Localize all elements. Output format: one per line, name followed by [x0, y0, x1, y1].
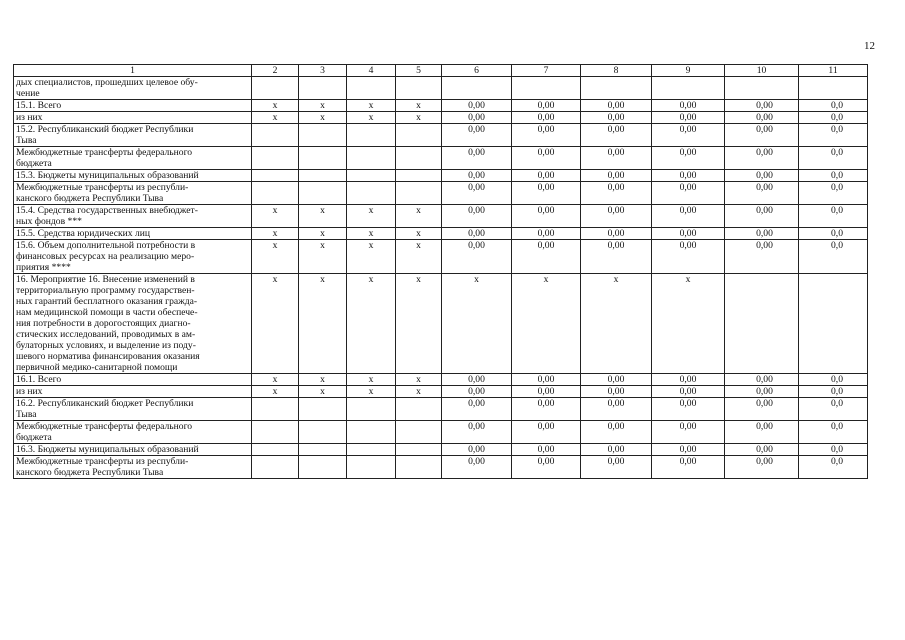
table-cell: х [442, 274, 512, 374]
row-description: 15.3. Бюджеты муниципальных образований [14, 170, 252, 182]
table-cell: 0,00 [442, 112, 512, 124]
table-cell: 0,0 [799, 147, 868, 170]
table-cell [442, 77, 512, 100]
table-cell: 0,0 [799, 444, 868, 456]
table-body [14, 77, 868, 479]
table-cell: 0,00 [442, 374, 512, 386]
table-cell [396, 170, 442, 182]
table-cell: 0,00 [652, 147, 725, 170]
column-header: 10 [725, 65, 799, 77]
table-cell: 0,00 [725, 240, 799, 274]
table-cell: х [347, 228, 396, 240]
header-row [14, 65, 868, 77]
column-header: 2 [252, 65, 299, 77]
row-description: 16.1. Всего [14, 374, 252, 386]
table-cell: 0,00 [581, 205, 652, 228]
table-cell [299, 456, 347, 479]
table-cell [396, 124, 442, 147]
table-cell: 0,00 [512, 182, 581, 205]
table-cell [347, 444, 396, 456]
table-cell: 0,00 [512, 228, 581, 240]
table-cell: 0,00 [442, 386, 512, 398]
table-row [14, 228, 868, 240]
table-cell [299, 421, 347, 444]
table-cell [299, 170, 347, 182]
table-cell: 0,0 [799, 100, 868, 112]
table-cell [252, 444, 299, 456]
table-cell: х [347, 100, 396, 112]
table-cell: 0,00 [581, 100, 652, 112]
table-cell [396, 444, 442, 456]
table-cell: 0,00 [581, 386, 652, 398]
table-cell: х [252, 386, 299, 398]
table-cell: 0,0 [799, 240, 868, 274]
table-cell [396, 147, 442, 170]
table-cell: 0,00 [725, 444, 799, 456]
page-number: 12 [864, 40, 875, 52]
table-cell: 0,0 [799, 112, 868, 124]
row-description: Межбюджетные трансферты из республи- канского бюджета Республики Тыва [14, 182, 252, 205]
table-cell [799, 274, 868, 374]
table-cell [299, 77, 347, 100]
table-cell: 0,00 [581, 112, 652, 124]
table-cell: 0,00 [581, 240, 652, 274]
row-description: 16.2. Республиканский бюджет Республики Тыва [14, 398, 252, 421]
table-cell: х [299, 240, 347, 274]
table-cell: 0,0 [799, 182, 868, 205]
table-cell: х [347, 205, 396, 228]
table-cell: х [396, 274, 442, 374]
table-cell: 0,0 [799, 421, 868, 444]
table-cell: х [396, 112, 442, 124]
table-cell: 0,00 [442, 205, 512, 228]
table-cell: 0,00 [512, 147, 581, 170]
table-cell [799, 77, 868, 100]
table-cell: х [396, 240, 442, 274]
table-cell: 0,00 [442, 100, 512, 112]
table-cell: 0,00 [652, 182, 725, 205]
table-cell: 0,00 [512, 124, 581, 147]
table-cell: 0,00 [512, 444, 581, 456]
table-cell: 0,00 [652, 421, 725, 444]
table-cell: х [252, 274, 299, 374]
table-cell [347, 147, 396, 170]
table-row [14, 456, 868, 479]
table-row [14, 205, 868, 228]
table-cell: 0,00 [512, 386, 581, 398]
table-cell: 0,00 [442, 456, 512, 479]
table-cell [347, 77, 396, 100]
table-cell: х [396, 100, 442, 112]
table-cell: 0,00 [512, 100, 581, 112]
table-cell: 0,00 [652, 374, 725, 386]
table-cell: х [652, 274, 725, 374]
table-cell: 0,00 [725, 147, 799, 170]
table-cell: 0,00 [442, 421, 512, 444]
table-row [14, 386, 868, 398]
table-row [14, 374, 868, 386]
table-cell: 0,00 [512, 398, 581, 421]
table-cell: 0,00 [652, 112, 725, 124]
column-header: 7 [512, 65, 581, 77]
table-cell: 0,00 [442, 170, 512, 182]
table-cell: 0,00 [652, 228, 725, 240]
table-cell: х [347, 112, 396, 124]
table-cell: 0,00 [581, 228, 652, 240]
table-row [14, 112, 868, 124]
table-row [14, 77, 868, 100]
table-cell: х [396, 374, 442, 386]
table-cell: х [347, 240, 396, 274]
table-cell: х [299, 274, 347, 374]
table-cell [252, 456, 299, 479]
table-cell: 0,00 [725, 456, 799, 479]
table-cell: 0,0 [799, 170, 868, 182]
table-cell [725, 77, 799, 100]
table-cell [347, 421, 396, 444]
table-row [14, 147, 868, 170]
table-cell: х [252, 374, 299, 386]
table-cell: 0,0 [799, 456, 868, 479]
table-cell: 0,00 [512, 240, 581, 274]
table-cell: 0,00 [725, 112, 799, 124]
table-cell: 0,0 [799, 205, 868, 228]
table-cell [299, 444, 347, 456]
table-cell: х [396, 386, 442, 398]
column-header: 4 [347, 65, 396, 77]
table-cell: х [299, 100, 347, 112]
row-description: 15.4. Средства государственных внебюджет- ных фондов *** [14, 205, 252, 228]
table-cell [512, 77, 581, 100]
table-cell: 0,00 [725, 124, 799, 147]
table-cell: 0,00 [652, 124, 725, 147]
table-cell: 0,00 [725, 170, 799, 182]
table-cell: 0,0 [799, 374, 868, 386]
column-header: 6 [442, 65, 512, 77]
table-cell: 0,00 [725, 182, 799, 205]
table-row [14, 274, 868, 374]
table-cell: 0,00 [442, 147, 512, 170]
table-cell: 0,00 [512, 170, 581, 182]
table-cell: х [396, 228, 442, 240]
table-cell: 0,00 [581, 421, 652, 444]
row-description: дых специалистов, прошедших целевое обу- чение [14, 77, 252, 100]
column-header: 3 [299, 65, 347, 77]
table-cell [252, 124, 299, 147]
table-cell: 0,00 [442, 240, 512, 274]
table-cell: 0,00 [442, 124, 512, 147]
table-cell: 0,00 [725, 205, 799, 228]
budget-table [13, 64, 868, 479]
table-cell [581, 77, 652, 100]
table-row [14, 444, 868, 456]
table-row [14, 421, 868, 444]
column-header: 5 [396, 65, 442, 77]
table-row [14, 182, 868, 205]
table-row [14, 100, 868, 112]
table-cell: 0,00 [442, 228, 512, 240]
table-cell [396, 182, 442, 205]
table-cell: 0,00 [652, 240, 725, 274]
table-cell [252, 170, 299, 182]
table-cell: 0,00 [652, 444, 725, 456]
table-cell: 0,0 [799, 228, 868, 240]
table-cell: 0,00 [442, 444, 512, 456]
row-description: 15.2. Республиканский бюджет Республики Тыва [14, 124, 252, 147]
table-cell: х [252, 228, 299, 240]
table-cell: х [581, 274, 652, 374]
table-cell: 0,0 [799, 386, 868, 398]
table-cell [252, 182, 299, 205]
table-cell: х [299, 112, 347, 124]
table-cell: 0,00 [512, 112, 581, 124]
table-cell: 0,00 [581, 398, 652, 421]
table-cell [347, 182, 396, 205]
table-cell: 0,00 [512, 205, 581, 228]
table-cell [252, 421, 299, 444]
column-header: 1 [14, 65, 252, 77]
table-cell [252, 398, 299, 421]
table-header [14, 65, 868, 77]
table-cell: х [252, 100, 299, 112]
table-cell [396, 398, 442, 421]
table-cell: 0,00 [725, 228, 799, 240]
table-cell: 0,00 [652, 456, 725, 479]
table-cell: 0,00 [652, 100, 725, 112]
table-cell: 0,00 [442, 182, 512, 205]
table-cell: х [252, 112, 299, 124]
table-cell [299, 398, 347, 421]
table-row [14, 240, 868, 274]
table-row [14, 124, 868, 147]
table-cell: 0,00 [512, 456, 581, 479]
row-description: 15.1. Всего [14, 100, 252, 112]
table-cell: 0,00 [512, 374, 581, 386]
table-cell: х [252, 205, 299, 228]
table-cell: х [252, 240, 299, 274]
row-description: 16. Мероприятие 16. Внесение изменений в территориальную программу государствен- ных гарантий бесплатного оказания гражда- нам медицинской помощи в части обеспече- ния потребности в дорогостоящих диагно- стических исследований, проводимых в ам- булаторных условиях, и выделение из поду- шевого норматива финансирования оказания первичной медико-санитарной помощи [14, 274, 252, 374]
table-cell [652, 77, 725, 100]
table-cell: 0,00 [581, 124, 652, 147]
table-cell [347, 456, 396, 479]
table-cell: 0,00 [652, 386, 725, 398]
row-description: 16.3. Бюджеты муниципальных образований [14, 444, 252, 456]
table-cell: х [347, 374, 396, 386]
table-cell [252, 77, 299, 100]
table-cell: 0,00 [725, 386, 799, 398]
table-cell: 0,00 [512, 421, 581, 444]
row-description: 15.5. Средства юридических лиц [14, 228, 252, 240]
table-cell: 0,0 [799, 398, 868, 421]
table-cell [299, 124, 347, 147]
table-cell: х [347, 386, 396, 398]
row-description: Межбюджетные трансферты федерального бюджета [14, 421, 252, 444]
table-cell: х [347, 274, 396, 374]
table-cell [299, 147, 347, 170]
table-cell: х [396, 205, 442, 228]
table-row [14, 398, 868, 421]
table-cell [396, 421, 442, 444]
table-cell: 0,00 [725, 100, 799, 112]
row-description: Межбюджетные трансферты из республи- канского бюджета Республики Тыва [14, 456, 252, 479]
table-cell: 0,00 [725, 374, 799, 386]
table-cell [396, 456, 442, 479]
table-cell: х [299, 386, 347, 398]
row-description: из них [14, 112, 252, 124]
table-cell: х [299, 228, 347, 240]
row-description: из них [14, 386, 252, 398]
column-header: 11 [799, 65, 868, 77]
table-cell: 0,00 [725, 421, 799, 444]
row-description: 15.6. Объем дополнительной потребности в финансовых ресурсах на реализацию меро- приятия **** [14, 240, 252, 274]
table-cell: х [299, 205, 347, 228]
column-header: 8 [581, 65, 652, 77]
table-cell: 0,00 [581, 444, 652, 456]
table-row [14, 170, 868, 182]
table-cell [725, 274, 799, 374]
table-cell [347, 124, 396, 147]
table-cell [252, 147, 299, 170]
table-cell: 0,00 [581, 182, 652, 205]
column-header: 9 [652, 65, 725, 77]
table-cell: 0,00 [581, 374, 652, 386]
table-cell: 0,00 [652, 398, 725, 421]
table-cell [347, 170, 396, 182]
table-cell: 0,00 [652, 205, 725, 228]
row-description: Межбюджетные трансферты федерального бюджета [14, 147, 252, 170]
table-cell [299, 182, 347, 205]
table-cell [347, 398, 396, 421]
table-cell [396, 77, 442, 100]
table-cell: 0,0 [799, 124, 868, 147]
table-cell: х [512, 274, 581, 374]
table-cell: х [299, 374, 347, 386]
table-cell: 0,00 [581, 147, 652, 170]
table-cell: 0,00 [652, 170, 725, 182]
table-cell: 0,00 [725, 398, 799, 421]
table-cell: 0,00 [442, 398, 512, 421]
table-cell: 0,00 [581, 456, 652, 479]
table-cell: 0,00 [581, 170, 652, 182]
